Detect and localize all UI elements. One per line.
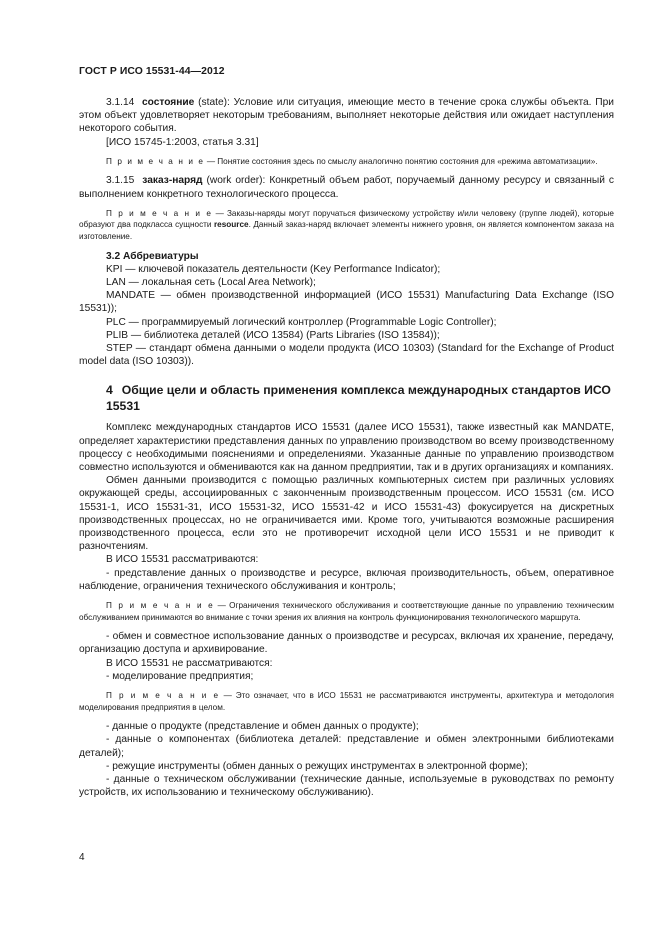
section-title: Общие цели и область применения комплекса международных стандартов ИСО 15531 <box>106 383 611 414</box>
list-item: - моделирование предприятия; <box>106 670 254 682</box>
definition-number: 3.1.15 <box>106 175 135 187</box>
note <box>79 600 614 623</box>
definition-number: 3.1.14 <box>106 97 135 108</box>
note-text: . Данный заказ-наряд включает элементы нижнего уровня, он является компонентом заказа на изготовление. <box>79 220 614 241</box>
section-number: 4 <box>106 383 113 398</box>
note-text: — Это означает, что в ИСО 15531 не рассматриваются инструменты, архитектура и методология моделирования предприятия в целом. <box>79 691 614 712</box>
abbreviation-item: LAN — локальная сеть (Local Area Network); <box>106 277 316 288</box>
note-label: П р и м е ч а н и е <box>106 601 215 611</box>
abbreviation-item: PLIB — библиотека деталей (ИСО 13584) (Parts Libraries (ISO 13584)); <box>106 329 440 341</box>
note-label: П р и м е ч а н и е <box>106 691 220 701</box>
abbreviation-item: KPI — ключевой показатель деятельности (Key Performance Indicator); <box>106 263 441 275</box>
page-number: 4 <box>79 852 85 863</box>
document-header: ГОСТ Р ИСО 15531-44—2012 <box>79 66 225 77</box>
note <box>79 208 614 243</box>
paragraph: В ИСО 15531 не рассматриваются: <box>106 657 273 669</box>
list-item: - представление данных о производстве и ресурсе, включая производительность, объем, оперативное наблюдение, ограничения технического обслуживания и контроль; <box>79 567 614 592</box>
section-heading-4 <box>79 382 614 414</box>
abbreviation-item: MANDATE — обмен производственной информацией (ИСО 15531) Manufacturing Data Exchange (ISO 15531)); <box>79 290 614 315</box>
abbreviation-item: STEP — стандарт обмена данными о модели продукта (ИСО 10303) (Standard for the Exchange of Product model data (ISO 10303)). <box>79 343 614 368</box>
abbreviation-item: PLC — программируемый логический контроллер (Programmable Logic Controller); <box>106 316 497 328</box>
list-item: - обмен и совместное использование данных о производстве и ресурсах, включая их хранение, передачу, организацию доступа и архивирование. <box>79 631 614 656</box>
note-text: — Заказы-наряды могут поручаться физическому устройству и/или человеку (группе людей), которые образуют два подкласса сущности <box>79 208 614 230</box>
document-body <box>79 96 614 799</box>
list-item: - данные о компонентах (библиотека деталей: представление и обмен электронными библиотеками деталей); <box>79 734 614 759</box>
definition-text: (state): Условие или ситуация, имеющие место в течение срока службы объекта. При этом объект удовлетворяет некоторым требованиям, выполняет некоторые действия или ожидает наступления некоторого события. <box>79 97 614 135</box>
list-item: - режущие инструменты (обмен данных о режущих инструментах в электронной форме); <box>106 760 528 772</box>
note-text: — Ограничения технического обслуживания и соответствующие данные по управлению техническим обслуживанием принимаются во внимание с точки зрения их влияния на контроль функционирования технологического маршрута. <box>79 601 614 622</box>
note-label: П р и м е ч а н и е <box>106 156 205 166</box>
definition-3-1-15 <box>79 174 614 200</box>
definition-3-1-14 <box>79 96 614 136</box>
definition-term: заказ-наряд <box>142 175 203 187</box>
definition-term: состояние <box>141 97 195 108</box>
paragraph: Обмен данными производится с помощью различных компьютерных систем при различных условиях окружающей среды, ассоциированных с законченным производственным процессом. ИСО 15531 (см. ИСО 15531-1, ИСО 15531-31, ИСО 15531-32, ИСО 15531-42 и ИСО 15531-43) фокусируется на дискретных производственных процессах, но не ограничивается ими. Кроме того, учитываются возможные расширения производственного процесса, если это не противоречит исходной цели ИСО 15531 и не приводит к разночтениям. <box>79 475 614 553</box>
note <box>79 690 614 713</box>
definition-reference: [ИСО 15745-1:2003, статья 3.31] <box>106 136 259 148</box>
list-item: - данные о продукте (представление и обмен данных о продукте); <box>106 721 419 733</box>
section-heading-3-2: 3.2 Аббревиатуры <box>106 250 199 262</box>
note-text: — Понятие состояния здесь по смыслу аналогично понятию состояния для «режима автоматизации». <box>204 156 598 166</box>
paragraph: Комплекс международных стандартов ИСО 15531 (далее ИСО 15531), также известный как MANDATE, определяет характеристики представления данных по управлению производством во всему производственному процессу с необходимыми пояснениями и определениями. Указанные данные по управлению производством совместно используются и обмениваются как на данном предприятии, так и в других организациях и компаниях. <box>79 422 614 474</box>
definition-text: (work order): Конкретный объем работ, поручаемый данному ресурсу и связанный с выполнением конкретного технологического процесса. <box>79 175 614 200</box>
note <box>79 156 614 168</box>
list-item: - данные о техническом обслуживании (технические данные, используемые в руководствах по ремонту устройств, их использованию и техническому обслуживанию). <box>79 774 614 799</box>
note-label: П р и м е ч а н и е <box>106 208 213 218</box>
note-bold-term: resource <box>213 220 249 230</box>
paragraph: В ИСО 15531 рассматриваются: <box>106 554 259 566</box>
